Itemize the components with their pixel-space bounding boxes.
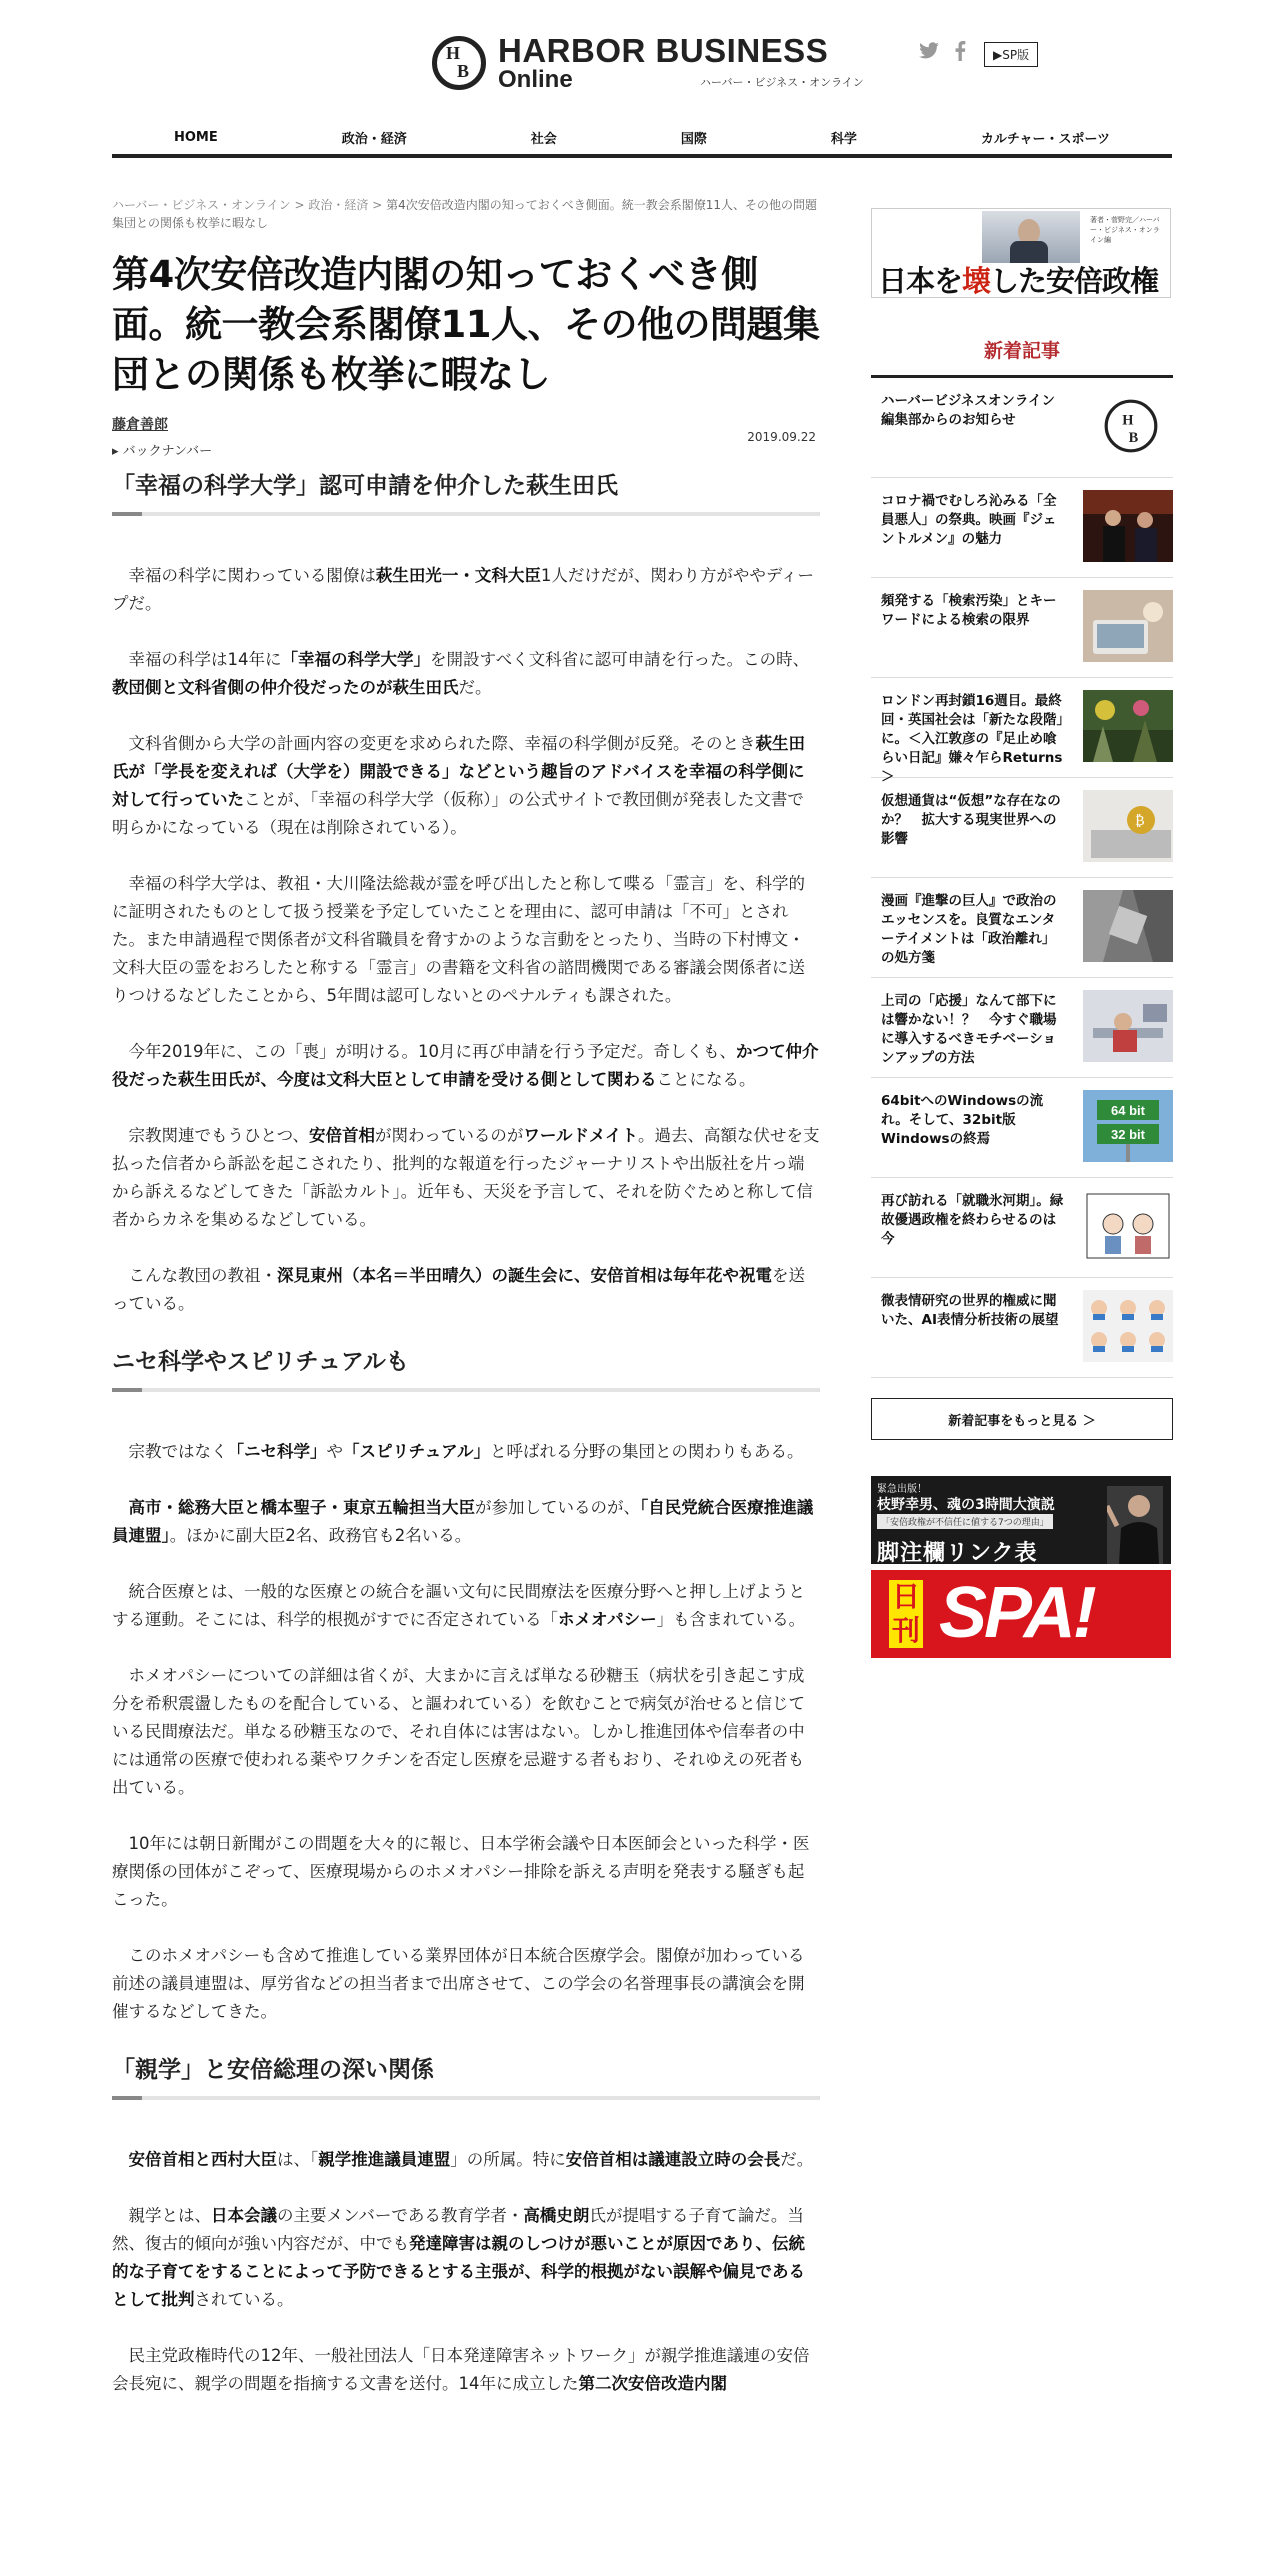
more-articles-button[interactable]: 新着記事をもっと見る ＞ xyxy=(871,1398,1173,1440)
banner-photo xyxy=(982,211,1080,263)
new-article-title: 上司の「応援」なんて部下には響かない！？ 今すぐ職場に導入するべきモチベーションアップの方法 xyxy=(881,993,1057,1066)
backnumber-link[interactable]: ▸ バックナンバー xyxy=(112,444,213,459)
nav-home[interactable]: HOME xyxy=(174,129,218,145)
breadcrumb-current: 第4次安倍改造内閣の知っておくべき側面。統一教会系閣僚11人、その他の問題集団との関係も枚挙に暇なし xyxy=(112,198,817,230)
breadcrumb-category[interactable]: 政治・経済 xyxy=(308,198,369,212)
svg-text:₿: ₿ xyxy=(1135,813,1145,829)
banner2-line3: 「安倍政権が不信任に値する7つの理由」 xyxy=(877,1514,1053,1529)
faces-thumb xyxy=(1083,1290,1173,1362)
article-paragraph: 10年には朝日新聞がこの問題を大々的に報じ、日本学術会議や日本医師会といった科学・医療関係の団体がこぞって、医療現場からのホメオパシー排除を訴える声明を発表する騒ぎも起こった。 xyxy=(112,1834,810,1909)
global-nav xyxy=(112,120,1172,158)
article-paragraph: 幸福の科学大学は、教祖・大川隆法総裁が霊を呼び出したと称して喋る「霊言」を、科学的に証明されたものとして扱う授業を予定していたことを理由に、認可申請は「不可」とされた。また申請過程で関係者が文科省職員を脅すかのような言動をとったり、当時の下村博文・文科大臣の霊をおろしたと称する「霊言」の書籍を文科省の諮問機関である審議会関係者に送りつけるなどしたことから、5年間は認可しないとのペナルティも課された。 xyxy=(112,874,805,1005)
article-paragraph: ホメオパシーについての詳細は省くが、大まかに言えば単なる砂糖玉（病状を引き起こす成分を希釈震盪したものを配合している、と謳われている）を飲むことで病気が治せると信じている民間療法だ。単なる砂糖玉なので、それ自体には害はない。しかし推進団体や信奉者の中には通常の医療で使われる薬やワクチンを否定し医療を忌避する者もおり、それゆえの死者も出ている。 xyxy=(112,1666,805,1797)
nav-science[interactable]: 科学 xyxy=(830,131,857,147)
comic-thumb xyxy=(1083,1190,1173,1262)
article-paragraph: 宗教ではなく「ニセ科学」や「スピリチュアル」と呼ばれる分野の集団との関わりもある。 xyxy=(128,1442,804,1461)
new-articles-list xyxy=(871,378,1173,1378)
new-article-item[interactable] xyxy=(871,778,1173,878)
article-paragraph: 安倍首相と西村大臣は、「親学推進議員連盟」の所属。特に安倍首相は議連設立時の会長だ。 xyxy=(128,2150,814,2169)
new-article-item[interactable] xyxy=(871,578,1173,678)
new-articles-heading: 新着記事 xyxy=(871,336,1173,378)
crypto-thumb xyxy=(1083,790,1173,862)
new-article-title: コロナ禍でむしろ沁みる「全員悪人」の祭典。映画『ジェントルメン』の魅力 xyxy=(881,493,1057,547)
nav-politics-economy[interactable]: 政治・経済 xyxy=(341,131,407,147)
new-article-title: ロンドン再封鎖16週目。最終回・英国社会は「新たな段階」に。＜入江敦彦の『足止め喰らい日記』嫌々乍らReturns＞ xyxy=(881,693,1064,785)
breadcrumb-sep: > xyxy=(290,198,309,212)
svg-text:H: H xyxy=(1122,412,1134,429)
logo-subtitle: Online xyxy=(498,66,573,93)
article-paragraph: 統合医療とは、一般的な医療との統合を謳い文句に民間療法を医療分野へと押し上げようとする運動。そこには、科学的根拠がすでに否定されている「ホメオパシー」も含まれている。 xyxy=(112,1582,806,1629)
new-article-item[interactable] xyxy=(871,978,1173,1078)
new-article-item[interactable] xyxy=(871,478,1173,578)
article-paragraph: 親学とは、日本会議の主要メンバーである教育学者・高橋史朗氏が提唱する子育て論だ。当然、復古的傾向が強い内容だが、中でも発達障害は親のしつけが悪いことが原因であり、伝統的な子育てをすることによって予防できるとする主張が、科学的根拠がない誤解や偏見であるとして批判されている。 xyxy=(112,2206,805,2309)
facebook-icon[interactable] xyxy=(954,41,966,67)
new-article-item[interactable] xyxy=(871,1178,1173,1278)
section-heading: 「幸福の科学大学」認可申請を仲介した萩生田氏 xyxy=(112,470,820,516)
new-article-title: 再び訪れる「就職氷河期」。緑故優遇政権を終わらせるのは今 xyxy=(881,1193,1064,1247)
nav-society[interactable]: 社会 xyxy=(530,131,557,147)
nav-culture-sports[interactable]: カルチャー・スポーツ xyxy=(980,131,1110,147)
article-meta xyxy=(112,414,820,470)
author-link[interactable]: 藤倉善郎 xyxy=(112,417,168,433)
new-article-title: 仮想通貨は“仮想”な存在なのか？ 拡大する現実世界への影響 xyxy=(881,793,1061,847)
banner-title: 日本を壊した安倍政権 xyxy=(878,264,1159,298)
logo-japanese: ハーバー・ビジネス・オンライン xyxy=(700,76,864,89)
hbo-logo-icon xyxy=(432,36,486,90)
london-thumb xyxy=(1083,690,1173,762)
logo-title: HARBOR BUSINESS xyxy=(498,32,829,69)
bit-sign-thumb xyxy=(1083,1090,1173,1162)
movie-thumb xyxy=(1083,490,1173,562)
article-paragraph: 幸福の科学は14年に「幸福の科学大学」を開設すべく文科省に認可申請を行った。この時、教団側と文科省側の仲介役だったのが萩生田氏だ。 xyxy=(112,650,810,697)
banner2-line1: 緊急出版！ xyxy=(877,1484,927,1495)
svg-text:B: B xyxy=(1128,430,1139,446)
nikkan-spa-banner[interactable] xyxy=(871,1570,1171,1658)
svg-text:32 bit: 32 bit xyxy=(1111,1127,1145,1142)
manga-thumb xyxy=(1083,890,1173,962)
article-paragraph: このホメオパシーも含めて推進している業界団体が日本統合医療学会。閣僚が加わっている前述の議員連盟は、厚労省などの担当者まで出席させて、この学会の名誉理事長の講演会を開催するなどしてきた。 xyxy=(112,1946,805,2021)
new-article-title: 微表情研究の世界的権威に聞いた、AI表情分析技術の展望 xyxy=(881,1293,1059,1328)
article-column xyxy=(112,196,820,2426)
article-title: 第4次安倍改造内閣の知っておくべき側面。統一教会系閣僚11人、その他の問題集団との関係も枚挙に暇なし xyxy=(112,253,820,396)
new-article-title: ハーバービジネスオンライン編集部からのお知らせ xyxy=(881,393,1056,428)
edano-banner[interactable] xyxy=(871,1476,1171,1564)
article-paragraph: 民主党政権時代の12年、一般社団法人「日本発達障害ネットワーク」が親学推進議連の安倍会長宛に、親学の問題を指摘する文書を送付。14年に成立した第二次安倍改造内閣 xyxy=(112,2346,810,2393)
sidebar xyxy=(871,208,1173,1658)
new-article-title: 頻発する「検索汚染」とキーワードによる検索の限界 xyxy=(881,593,1057,628)
new-article-item[interactable] xyxy=(871,378,1173,478)
new-article-item[interactable] xyxy=(871,878,1173,978)
spa-logo: SPA! xyxy=(939,1573,1094,1653)
speaker-figure-icon xyxy=(1107,1486,1163,1564)
article-paragraph: 高市・総務大臣と橋本聖子・東京五輪担当大臣が参加しているのが、「自民党統合医療推進議員連盟」。ほかに副大臣2名、政務官も2名いる。 xyxy=(112,1498,814,1545)
new-article-item[interactable] xyxy=(871,678,1173,785)
spa-nikkan: 日刊 xyxy=(889,1580,923,1648)
publish-date: 2019.09.22 xyxy=(747,430,816,444)
book-banner[interactable] xyxy=(871,208,1171,298)
new-article-title: 64bitへのWindowsの流れ。そして、32bit版Windowsの終焉 xyxy=(881,1093,1044,1147)
banner2-line2: 枝野幸男、魂の3時間大演説 xyxy=(877,1497,1055,1513)
article-paragraph: 幸福の科学に関わっている閣僚は萩生田光一・文科大臣1人だけだが、関わり方がややディープだ。 xyxy=(112,566,815,613)
article-body xyxy=(112,470,820,2398)
social-links xyxy=(918,40,1038,68)
search-thumb xyxy=(1083,590,1173,662)
new-article-item[interactable] xyxy=(871,1078,1173,1178)
article-paragraph: 文科省側から大学の計画内容の変更を求められた際、幸福の科学側が反発。そのとき萩生田氏が「学長を変えれば（大学を）開設できる」などという趣旨のアドバイスを幸福の科学側に対して行っていたことが、「幸福の科学大学（仮称）」の公式サイトで教団側が発表した文書で明らかになっている（現在は削除されている）。 xyxy=(112,734,805,837)
breadcrumb-home[interactable]: ハーバー・ビジネス・オンライン xyxy=(112,198,291,212)
site-logo[interactable] xyxy=(432,32,864,96)
office-thumb xyxy=(1083,990,1173,1062)
hbo-logo-thumb xyxy=(1095,390,1167,462)
breadcrumb-sep: > xyxy=(368,198,387,212)
breadcrumb xyxy=(112,196,820,232)
svg-text:64 bit: 64 bit xyxy=(1111,1103,1145,1118)
new-article-item[interactable] xyxy=(871,1278,1173,1378)
new-article-title: 漫画『進撃の巨人』で政治のエッセンスを。良質なエンターテイメントは「政治離れ」の処方箋 xyxy=(881,893,1057,966)
section-heading: 「親学」と安倍総理の深い関係 xyxy=(112,2054,820,2100)
banner-caption: 著者・菅野完／ハーバー・ビジネス・オンライン編 xyxy=(1090,216,1160,244)
article-paragraph: こんな教団の教祖・深見東州（本名＝半田晴久）の誕生会に、安倍首相は毎年花や祝電を送っている。 xyxy=(112,1266,805,1313)
nav-international[interactable]: 国際 xyxy=(680,131,707,147)
sp-version-button[interactable]: ▶SP版 xyxy=(984,42,1038,67)
banner2-line4: 脚注欄リンク表 xyxy=(877,1541,1038,1564)
twitter-icon[interactable] xyxy=(918,42,940,66)
site-header xyxy=(0,0,1284,160)
section-heading: ニセ科学やスピリチュアルも xyxy=(112,1346,820,1392)
article-paragraph: 今年2019年に、この「喪」が明ける。10月に再び申請を行う予定だ。奇しくも、かつて仲介役だった萩生田氏が、今度は文科大臣として申請を受ける側として関わることになる。 xyxy=(112,1042,819,1089)
article-paragraph: 宗教関連でもうひとつ、安倍首相が関わっているのがワールドメイト。過去、高額な伏せを支払った信者から訴訟を起こされたり、批判的な報道を行ったジャーナリストや出版社を片っ端から訴えるなどしてきた「訴訟カルト」。近年も、天災を予言して、それを防ぐためと称して信者からカネを集めるなどしている。 xyxy=(112,1126,820,1229)
